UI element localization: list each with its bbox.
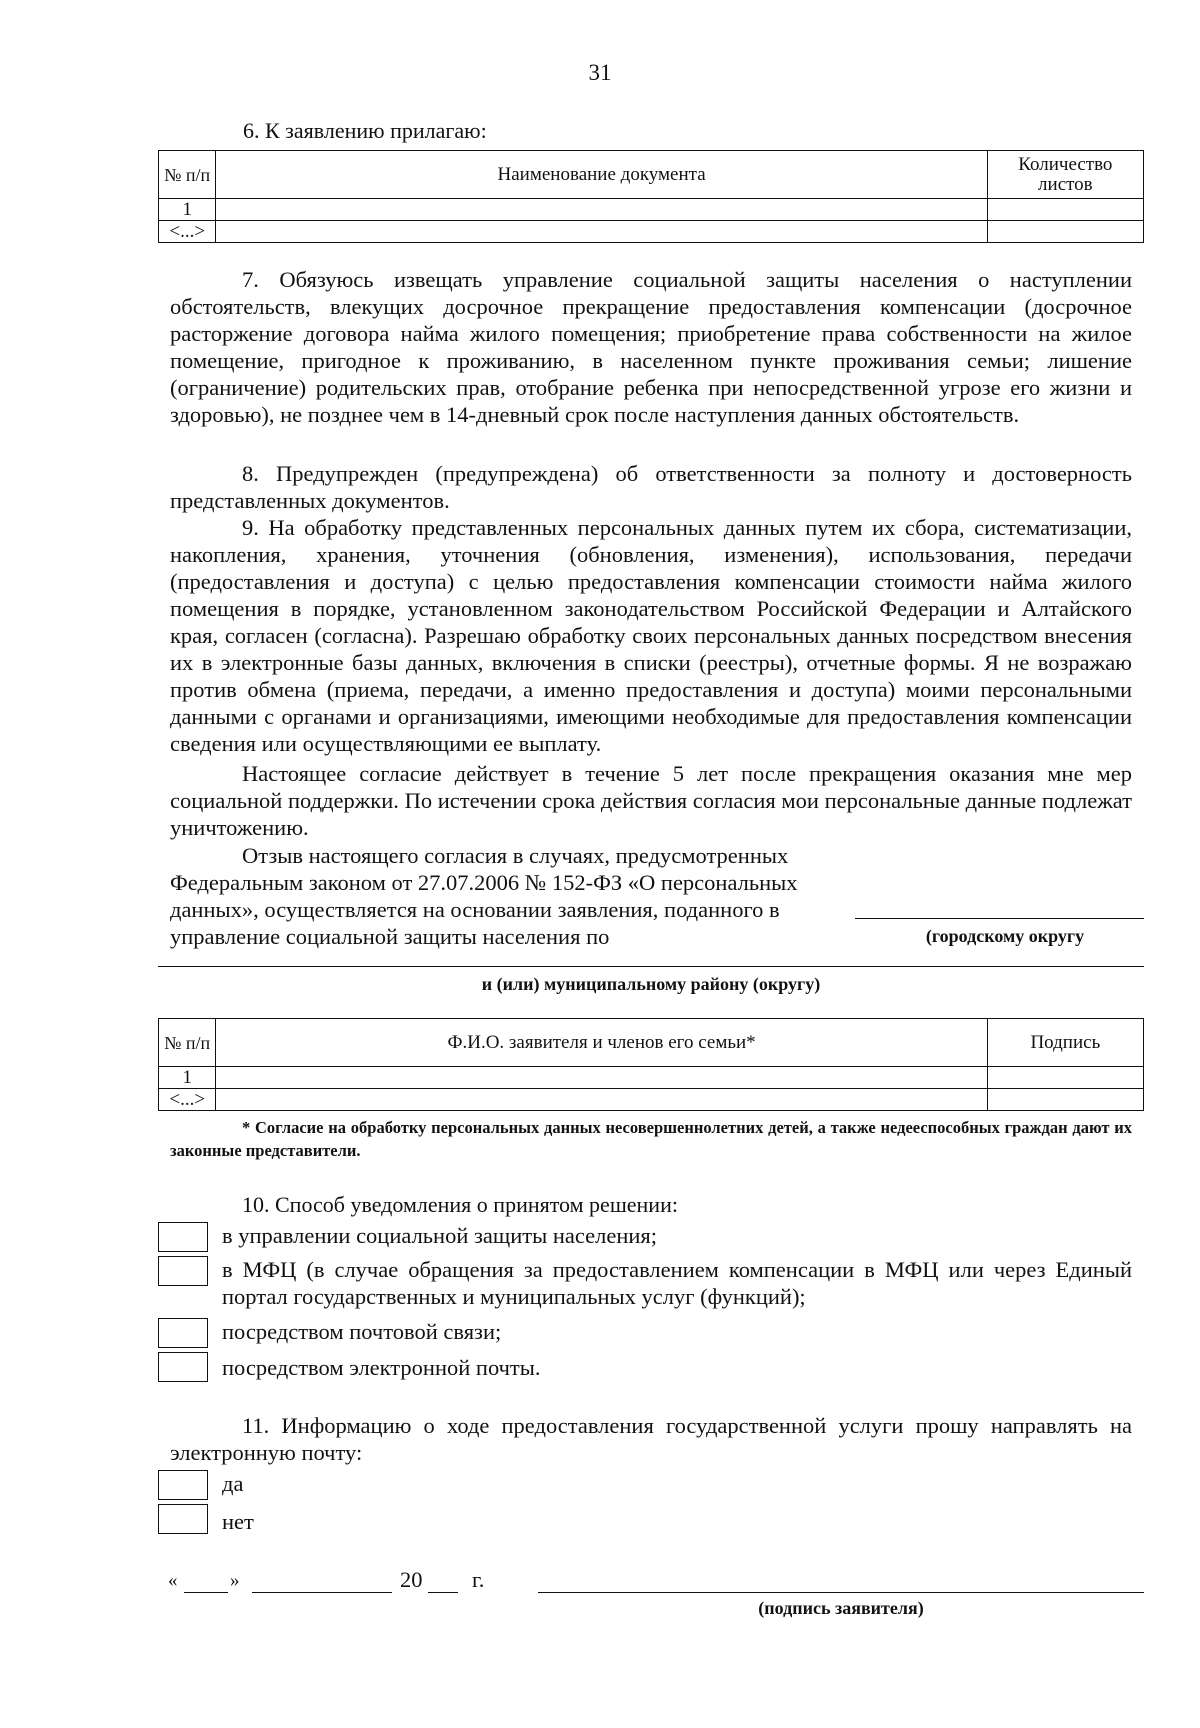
municipal-input-line[interactable] [158,966,1144,967]
option-postal: посредством почтовой связи; [222,1319,502,1344]
checkbox-social-protection[interactable] [158,1222,208,1252]
date-year-suffix: г. [472,1567,485,1592]
option-social-protection: в управлении социальной защиты населения; [222,1223,658,1248]
col-num-header: № п/п [159,1019,216,1067]
table-row-num: <...> [159,1089,216,1111]
table-row-num: 1 [159,199,216,221]
table-cell[interactable] [987,199,1143,221]
date-quote-open: « [168,1570,178,1591]
col-num-header: № п/п [159,151,216,199]
date-month-field[interactable] [252,1592,392,1593]
date-year-prefix: 20 [400,1567,423,1592]
checkbox-postal[interactable] [158,1318,208,1348]
option-no: нет [222,1509,254,1534]
page-number: 31 [588,60,612,85]
paragraph-revoke: Отзыв настоящего согласия в случаях, предусмотренных Федеральным законом от 27.07.2006 № 152-ФЗ «О персональных данных», осуществляется на основании заявления, поданного в управление социальной защиты населения по [170,843,798,949]
footnote: * Согласие на обработку персональных данных несовершеннолетних детей, а также недееспособных граждан дают их законные представители. [170,1118,1132,1160]
table-row-num: <...> [159,221,216,243]
district-caption: (городскому округу [925,926,1085,946]
table-cell[interactable] [216,199,987,221]
paragraph-9: 9. На обработку представленных персональных данных путем их сбора, систематизации, накопления, хранения, уточнения (обновления, изменения), использования, передачи (предоставления и доступа) с целью предоставления компенсации стоимости найма жилого помещения в порядке, установленном законодательством Российской Федерации и Алтайского края, согласен (согласна). Разрешаю обработку своих персональных данных посредством внесения их в электронные базы данных, включения в списки (реестры), отчетные формы. Я не возражаю против обмена (приема, передачи, а именно предоставления и доступа) моими персональными данными с органами и организациями, имеющими необходимые для предоставления компенсации сведения или осуществляющими ее выплату. [170,515,1132,756]
attachments-table [158,150,1144,243]
paragraph-consent: Настоящее согласие действует в течение 5 лет после прекращения оказания мне мер социальной поддержки. По истечении срока действия согласия мои персональные данные подлежат уничтожению. [170,761,1132,840]
option-mfc: в МФЦ (в случае обращения за предоставлением компенсации в МФЦ или через Единый портал государственных и муниципальных услуг (функций); [222,1257,1132,1309]
signature-caption: (подпись заявителя) [758,1598,924,1618]
col-fio-header: Ф.И.О. заявителя и членов его семьи* [216,1019,987,1067]
col-sheet-count-header: Количество листов [987,151,1143,199]
checkbox-email[interactable] [158,1352,208,1382]
date-year-field[interactable] [428,1592,458,1593]
section11-heading: 11. Информацию о ходе предоставления государственной услуги прошу направлять на электронную почту: [170,1413,1132,1465]
table-cell[interactable] [987,1067,1143,1089]
date-day-field[interactable] [184,1592,228,1593]
section10-heading: 10. Способ уведомления о принятом решении: [242,1192,678,1217]
col-document-name-header: Наименование документа [216,151,987,199]
checkbox-mfc[interactable] [158,1256,208,1286]
paragraph-7: 7. Обязуюсь извещать управление социальной защиты населения о наступлении обстоятельств, влекущих досрочное прекращение предоставления компенсации (досрочное расторжение договора найма жилого помещения; приобретение права собственности на жилое помещение, пригодное к проживанию, в населенном пункте проживания семьи; лишение (ограничение) родительских прав, отобрание ребенка при непосредственной угрозе его жизни и здоровью), не позднее чем в 14-дневный срок после наступления данных обстоятельств. [170,267,1132,427]
col-signature-header: Подпись [987,1019,1143,1067]
date-quote-close: » [230,1570,240,1591]
checkbox-no[interactable] [158,1504,208,1534]
table-cell[interactable] [987,1089,1143,1111]
signature-line[interactable] [538,1592,1144,1593]
district-input-line[interactable] [855,918,1144,919]
checkbox-yes[interactable] [158,1470,208,1500]
paragraph-8: 8. Предупрежден (предупреждена) об ответственности за полноту и достоверность представленных документов. [170,461,1132,513]
table-cell[interactable] [216,1089,987,1111]
municipal-caption: и (или) муниципальному району (округу) [481,974,821,994]
option-yes: да [222,1471,244,1496]
family-table [158,1018,1144,1111]
table-cell[interactable] [216,1067,987,1089]
section6-heading: 6. К заявлению прилагаю: [243,118,487,143]
table-cell[interactable] [987,221,1143,243]
table-cell[interactable] [216,221,987,243]
option-email: посредством электронной почты. [222,1355,541,1380]
table-row-num: 1 [159,1067,216,1089]
